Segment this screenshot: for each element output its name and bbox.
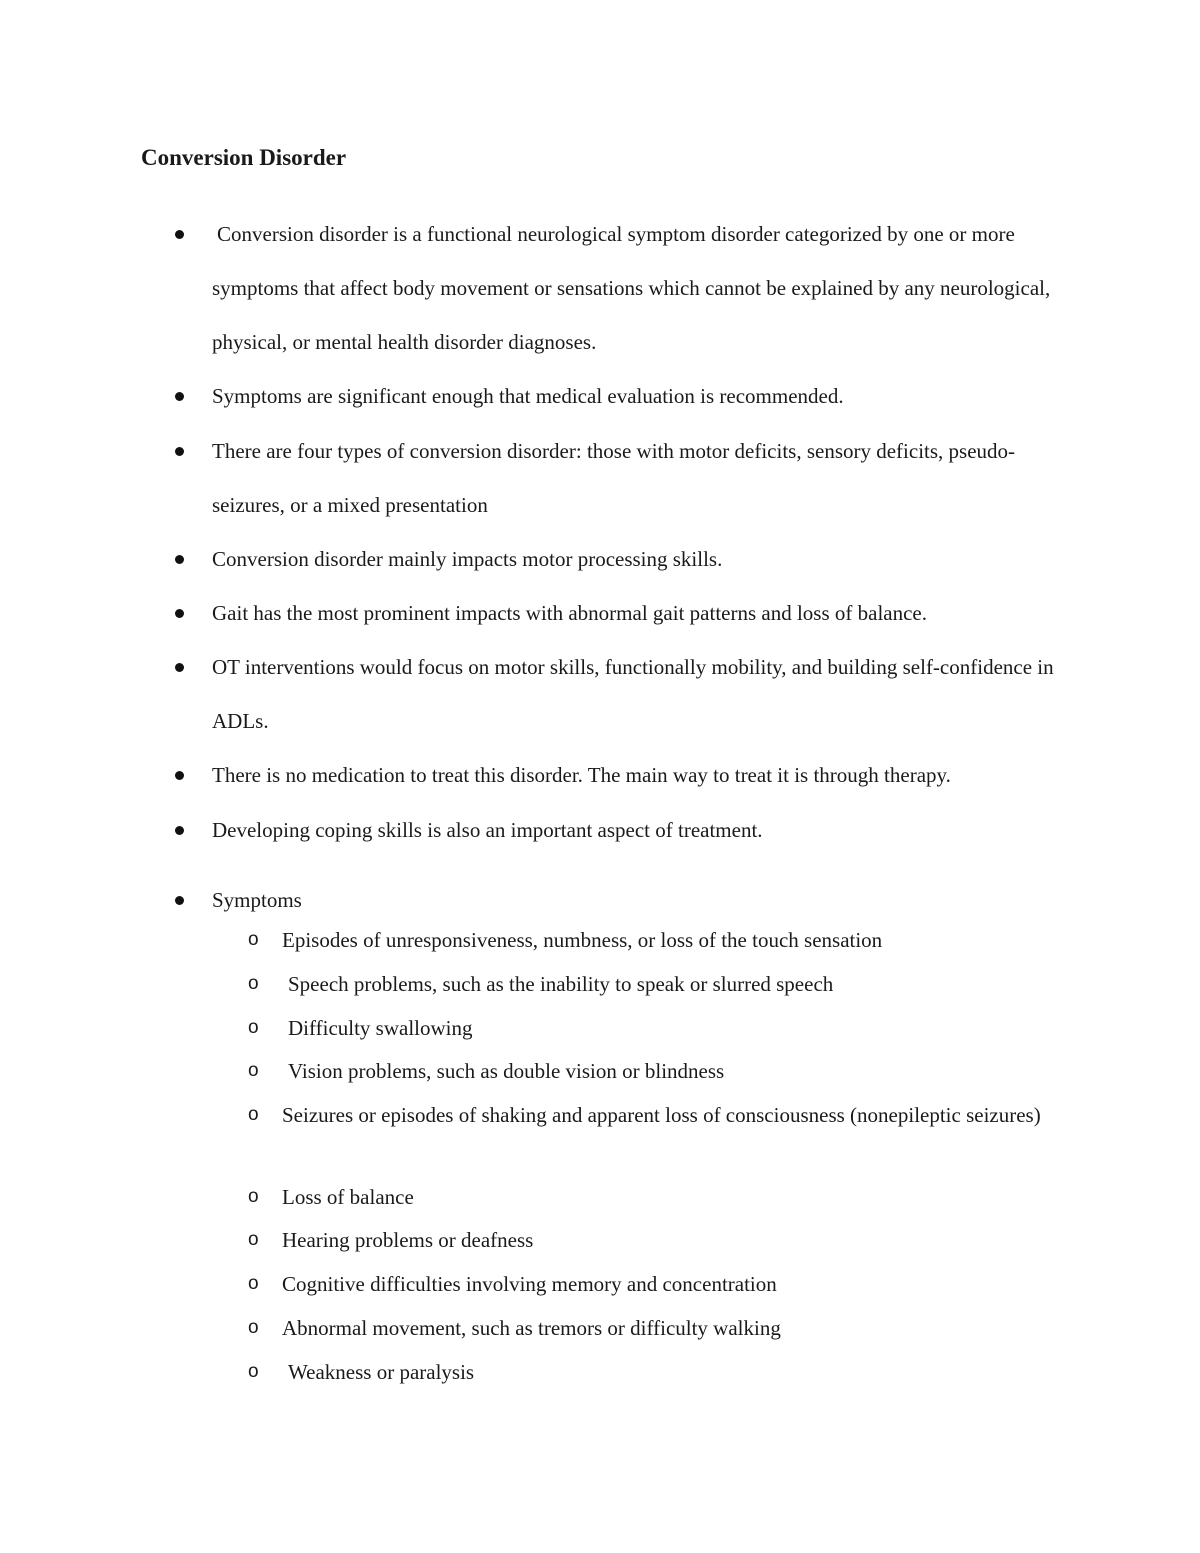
bullet-item xyxy=(212,586,1072,640)
symptom-text: Abnormal movement, such as tremors or difficulty walking xyxy=(282,1316,781,1340)
sub-bullet-circle-icon: o xyxy=(248,1317,259,1338)
symptom-text: Episodes of unresponsiveness, numbness, or loss of the touch sensation xyxy=(282,928,883,952)
symptom-text: Hearing problems or deafness xyxy=(282,1228,534,1252)
symptom-item xyxy=(248,1176,1072,1218)
bullet-icon xyxy=(175,230,184,239)
symptom-text: Difficulty swallowing xyxy=(288,1016,473,1040)
bullet-item xyxy=(212,424,1072,532)
bullet-text: Conversion disorder is a functional neurological symptom disorder categorized by one or more symptoms that affect body movement or sensations which cannot be explained by any neurological, physical, or mental health disorder diagnoses. xyxy=(212,222,1051,354)
symptoms-heading: Symptoms xyxy=(212,888,302,912)
bullet-text: Gait has the most prominent impacts with abnormal gait patterns and loss of balance. xyxy=(212,601,927,625)
sub-bullet-circle-icon: o xyxy=(248,1361,259,1382)
sub-bullet-circle-icon: o xyxy=(248,1060,259,1081)
bullet-item-symptoms xyxy=(212,885,1072,915)
symptom-text: Speech problems, such as the inability to speak or slurred speech xyxy=(288,972,834,996)
sub-bullet-circle-icon: o xyxy=(248,1229,259,1250)
symptom-item xyxy=(248,1263,1072,1305)
symptom-text: Weakness or paralysis xyxy=(288,1360,475,1384)
sub-bullet-circle-icon: o xyxy=(248,1104,259,1125)
symptom-item xyxy=(248,1050,1072,1092)
bullet-icon xyxy=(175,447,184,456)
sub-bullet-circle-icon: o xyxy=(248,1017,259,1038)
sub-bullet-circle-icon: o xyxy=(248,929,259,950)
bullet-text: Symptoms are significant enough that medical evaluation is recommended. xyxy=(212,384,844,408)
bullet-icon xyxy=(175,555,184,564)
bullet-item xyxy=(212,803,1072,857)
bullet-icon xyxy=(175,663,184,672)
symptom-text: Cognitive difficulties involving memory and concentration xyxy=(282,1272,777,1296)
symptom-item xyxy=(248,1007,1072,1049)
document-title: Conversion Disorder xyxy=(141,145,347,170)
bullet-icon xyxy=(175,609,184,618)
sub-bullet-circle-icon: o xyxy=(248,1273,259,1294)
symptom-item xyxy=(248,1307,1072,1349)
bullet-text: Conversion disorder mainly impacts motor processing skills. xyxy=(212,547,723,571)
bullet-text: There is no medication to treat this disorder. The main way to treat it is through therapy. xyxy=(212,763,951,787)
symptom-item xyxy=(248,919,1072,961)
symptom-text: Seizures or episodes of shaking and apparent loss of consciousness (nonepileptic seizures) xyxy=(282,1103,1041,1127)
bullet-icon xyxy=(175,771,184,780)
symptom-text: Vision problems, such as double vision or blindness xyxy=(288,1059,725,1083)
bullet-icon xyxy=(175,826,184,835)
bullet-item xyxy=(212,369,1072,423)
bullet-item xyxy=(212,640,1072,748)
symptom-item xyxy=(248,1219,1072,1261)
symptom-item xyxy=(248,1351,1072,1393)
bullet-icon xyxy=(175,392,184,401)
bullet-text: Developing coping skills is also an important aspect of treatment. xyxy=(212,818,763,842)
symptom-item xyxy=(248,1094,1072,1136)
bullet-text: OT interventions would focus on motor skills, functionally mobility, and building self-confidence in ADLs. xyxy=(212,655,1054,733)
bullet-text: There are four types of conversion disorder: those with motor deficits, sensory deficits, pseudo-seizures, or a mixed presentation xyxy=(212,439,1016,517)
symptom-text: Loss of balance xyxy=(282,1185,414,1209)
bullet-item xyxy=(212,748,1072,802)
sub-bullet-circle-icon: o xyxy=(248,973,259,994)
bullet-icon xyxy=(175,896,184,905)
bullet-item xyxy=(212,207,1072,369)
bullet-item xyxy=(212,532,1072,586)
symptom-item xyxy=(248,963,1072,1005)
sub-bullet-circle-icon: o xyxy=(248,1186,259,1207)
